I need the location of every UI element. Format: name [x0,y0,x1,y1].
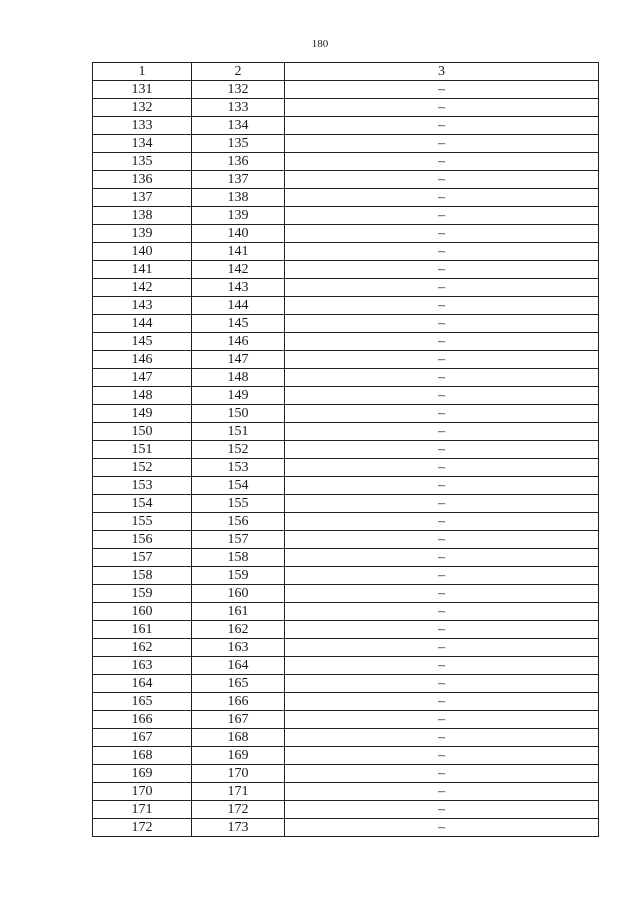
table-cell-col-2: 134 [192,117,285,135]
column-header-1: 1 [93,63,192,81]
table-cell-col-1: 136 [93,171,192,189]
table-cell-col-1: 138 [93,207,192,225]
table-cell-col-3: – [285,639,599,657]
table-cell-col-1: 168 [93,747,192,765]
table-row [93,513,599,531]
table-cell-col-1: 148 [93,387,192,405]
table-row [93,153,599,171]
table-cell-col-2: 140 [192,225,285,243]
table-cell-col-2: 148 [192,369,285,387]
table-cell-col-3: – [285,99,599,117]
table-cell-col-1: 132 [93,99,192,117]
table-cell-col-3: – [285,171,599,189]
table-cell-col-1: 140 [93,243,192,261]
table-cell-col-2: 163 [192,639,285,657]
table-row [93,135,599,153]
table-cell-col-2: 173 [192,819,285,837]
table-cell-col-3: – [285,549,599,567]
table-cell-col-3: – [285,459,599,477]
table-cell-col-1: 146 [93,351,192,369]
table-cell-col-3: – [285,387,599,405]
table-cell-col-2: 166 [192,693,285,711]
table-cell-col-2: 155 [192,495,285,513]
table-cell-col-1: 167 [93,729,192,747]
table-row [93,423,599,441]
table-cell-col-3: – [285,531,599,549]
table-cell-col-1: 147 [93,369,192,387]
table-cell-col-1: 137 [93,189,192,207]
table-cell-col-2: 170 [192,765,285,783]
table-cell-col-3: – [285,189,599,207]
table-cell-col-1: 133 [93,117,192,135]
table-cell-col-3: – [285,207,599,225]
table-cell-col-1: 156 [93,531,192,549]
table-row [93,171,599,189]
table-cell-col-3: – [285,729,599,747]
table-cell-col-2: 135 [192,135,285,153]
table-row [93,495,599,513]
table-row [93,99,599,117]
table-cell-col-2: 144 [192,297,285,315]
table-row [93,657,599,675]
table-cell-col-1: 141 [93,261,192,279]
data-table [92,62,599,837]
table-cell-col-1: 172 [93,819,192,837]
table-cell-col-1: 139 [93,225,192,243]
table-cell-col-1: 164 [93,675,192,693]
table-cell-col-1: 153 [93,477,192,495]
table-row [93,351,599,369]
page-number: 180 [311,38,329,50]
table-row [93,531,599,549]
table-row [93,387,599,405]
table-cell-col-2: 137 [192,171,285,189]
table-cell-col-3: – [285,117,599,135]
table-row [93,783,599,801]
table-cell-col-2: 146 [192,333,285,351]
table-cell-col-1: 163 [93,657,192,675]
column-header-3: 3 [285,63,599,81]
table-cell-col-1: 151 [93,441,192,459]
table-cell-col-1: 160 [93,603,192,621]
table-cell-col-3: – [285,603,599,621]
table-row [93,315,599,333]
table-cell-col-3: – [285,675,599,693]
table-cell-col-3: – [285,405,599,423]
table-cell-col-3: – [285,369,599,387]
table-cell-col-2: 147 [192,351,285,369]
table-row [93,405,599,423]
table-cell-col-1: 158 [93,567,192,585]
table-cell-col-3: – [285,585,599,603]
table-row [93,603,599,621]
table-cell-col-1: 134 [93,135,192,153]
table-cell-col-3: – [285,747,599,765]
table-row [93,801,599,819]
table-cell-col-1: 155 [93,513,192,531]
table-row [93,639,599,657]
table-cell-col-2: 151 [192,423,285,441]
table-cell-col-1: 131 [93,81,192,99]
table-cell-col-2: 172 [192,801,285,819]
table-cell-col-2: 162 [192,621,285,639]
table-row [93,459,599,477]
table-cell-col-3: – [285,153,599,171]
table-row [93,441,599,459]
table-cell-col-3: – [285,711,599,729]
table-row [93,207,599,225]
table-cell-col-3: – [285,819,599,837]
column-header-2: 2 [192,63,285,81]
table-cell-col-3: – [285,423,599,441]
table-row [93,747,599,765]
header-row [93,63,599,81]
table-cell-col-2: 159 [192,567,285,585]
table-row [93,675,599,693]
table-row [93,549,599,567]
table-cell-col-1: 171 [93,801,192,819]
table-cell-col-1: 149 [93,405,192,423]
table-cell-col-2: 141 [192,243,285,261]
table-row [93,621,599,639]
table-cell-col-3: – [285,243,599,261]
table-cell-col-3: – [285,657,599,675]
table-cell-col-2: 132 [192,81,285,99]
table-cell-col-1: 145 [93,333,192,351]
table-cell-col-2: 139 [192,207,285,225]
table-cell-col-2: 152 [192,441,285,459]
table-cell-col-3: – [285,297,599,315]
table-cell-col-2: 169 [192,747,285,765]
table-cell-col-3: – [285,333,599,351]
table-row [93,711,599,729]
table-cell-col-1: 162 [93,639,192,657]
table-row [93,369,599,387]
table-cell-col-3: – [285,351,599,369]
table-row [93,765,599,783]
table-cell-col-2: 168 [192,729,285,747]
table-cell-col-2: 143 [192,279,285,297]
table-cell-col-2: 145 [192,315,285,333]
table-row [93,81,599,99]
table-row [93,117,599,135]
table-row [93,477,599,495]
table-cell-col-1: 170 [93,783,192,801]
table-cell-col-1: 154 [93,495,192,513]
table-cell-col-2: 136 [192,153,285,171]
table-row [93,297,599,315]
table-cell-col-3: – [285,783,599,801]
table-row [93,279,599,297]
table-row [93,819,599,837]
table-cell-col-1: 150 [93,423,192,441]
table-cell-col-1: 157 [93,549,192,567]
table-cell-col-2: 138 [192,189,285,207]
table-cell-col-3: – [285,495,599,513]
table-cell-col-2: 157 [192,531,285,549]
table-cell-col-1: 135 [93,153,192,171]
table-cell-col-2: 167 [192,711,285,729]
table-row [93,243,599,261]
table-cell-col-3: – [285,441,599,459]
table-row [93,189,599,207]
table-cell-col-2: 154 [192,477,285,495]
table-cell-col-2: 149 [192,387,285,405]
table-cell-col-1: 142 [93,279,192,297]
table-cell-col-3: – [285,513,599,531]
table-cell-col-1: 152 [93,459,192,477]
table-cell-col-2: 171 [192,783,285,801]
table-body [93,81,599,837]
table-cell-col-1: 143 [93,297,192,315]
table-cell-col-1: 159 [93,585,192,603]
table-cell-col-2: 164 [192,657,285,675]
table-cell-col-2: 156 [192,513,285,531]
table-row [93,333,599,351]
table-cell-col-1: 166 [93,711,192,729]
table-cell-col-3: – [285,135,599,153]
table-cell-col-3: – [285,315,599,333]
table-cell-col-2: 158 [192,549,285,567]
table-cell-col-3: – [285,693,599,711]
table-header [93,63,599,81]
table-cell-col-3: – [285,279,599,297]
table-cell-col-1: 144 [93,315,192,333]
table-cell-col-2: 153 [192,459,285,477]
table-cell-col-3: – [285,765,599,783]
table-cell-col-2: 142 [192,261,285,279]
table-cell-col-2: 165 [192,675,285,693]
table-row [93,693,599,711]
table-cell-col-3: – [285,801,599,819]
table-cell-col-3: – [285,225,599,243]
table-row [93,225,599,243]
table-row [93,585,599,603]
table-cell-col-1: 165 [93,693,192,711]
table-cell-col-3: – [285,261,599,279]
table-cell-col-3: – [285,621,599,639]
table-cell-col-2: 150 [192,405,285,423]
table-cell-col-3: – [285,567,599,585]
table-cell-col-2: 160 [192,585,285,603]
table-row [93,567,599,585]
table-cell-col-1: 161 [93,621,192,639]
table-cell-col-2: 161 [192,603,285,621]
table-row [93,261,599,279]
table-cell-col-3: – [285,477,599,495]
table-cell-col-1: 169 [93,765,192,783]
table-row [93,729,599,747]
table-cell-col-2: 133 [192,99,285,117]
table-cell-col-3: – [285,81,599,99]
